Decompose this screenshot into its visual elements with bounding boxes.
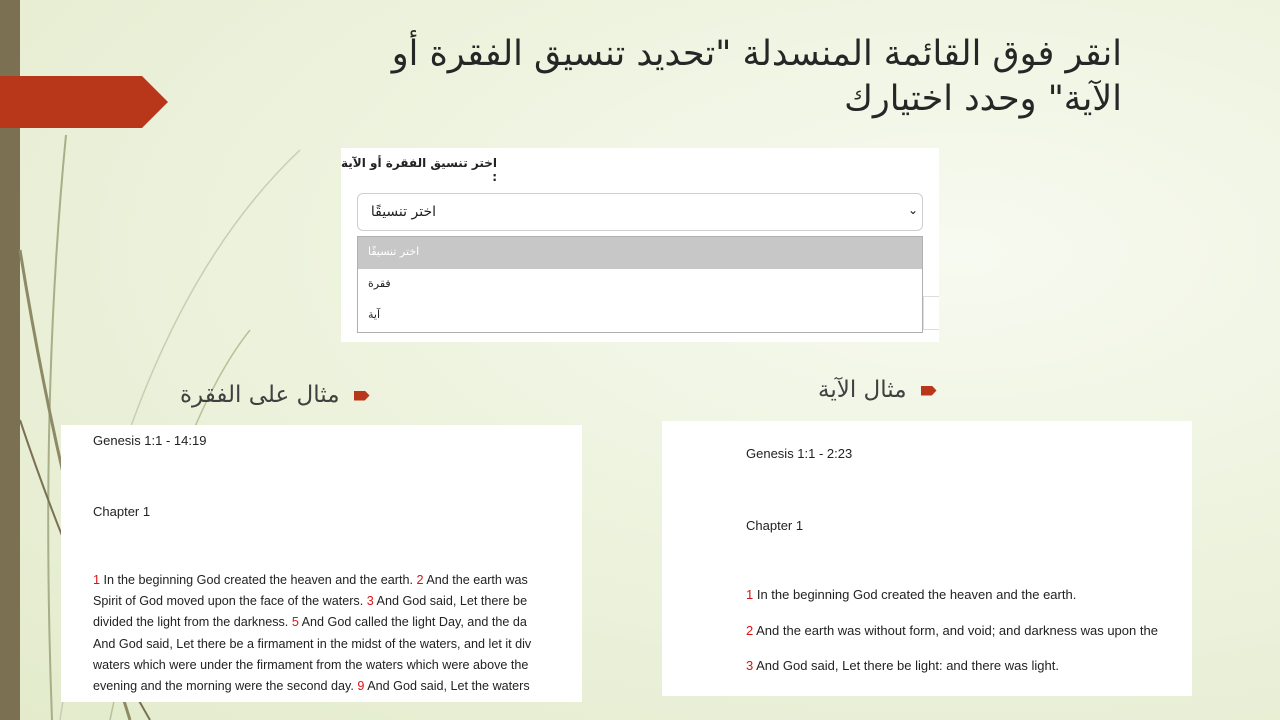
verse-text: In the beginning God created the heaven and the earth. bbox=[100, 573, 417, 587]
chevron-down-icon: ⌄ bbox=[907, 203, 918, 217]
verse-number: 1 bbox=[746, 587, 754, 602]
verse-text: evening and the morning were the second day. bbox=[93, 679, 358, 693]
verse-number: 2 bbox=[746, 622, 754, 638]
chapter-heading: Chapter 1 bbox=[93, 504, 151, 519]
paragraph-line bbox=[93, 658, 528, 672]
format-select-value: اختر تنسيقًا bbox=[370, 204, 436, 220]
format-options-list bbox=[357, 236, 923, 333]
verse-text: And God called the light Day, and the da bbox=[298, 615, 527, 630]
format-option-label: اختر تنسيقًا bbox=[368, 245, 420, 258]
verse-number: 9 bbox=[357, 679, 365, 693]
paragraph-example-screenshot bbox=[61, 425, 582, 702]
paragraph-line bbox=[93, 679, 530, 693]
format-option-choose[interactable] bbox=[358, 237, 922, 269]
verse-text: And God said, Let there be light: and there was light. bbox=[753, 658, 1059, 673]
format-option-label: آية bbox=[368, 308, 381, 321]
format-select[interactable] bbox=[357, 193, 923, 231]
verse-number: 2 bbox=[416, 573, 424, 587]
hidden-field-edge bbox=[923, 296, 939, 330]
bullet-label: مثال الآية bbox=[818, 377, 907, 403]
passage-reference: Genesis 1:1 - 2:23 bbox=[746, 446, 853, 461]
bullet-label: مثال على الفقرة bbox=[180, 382, 340, 408]
verse-text: divided the light from the darkness. bbox=[93, 615, 292, 630]
passage-reference: Genesis 1:1 - 14:19 bbox=[93, 433, 207, 448]
verse-number: 1 bbox=[93, 573, 101, 587]
arrow-bullet-icon bbox=[921, 386, 937, 396]
bullet-paragraph-example bbox=[180, 382, 370, 408]
decorative-title-arrow bbox=[0, 76, 168, 128]
dropdown-screenshot bbox=[341, 148, 939, 342]
bullet-verse-example bbox=[818, 377, 937, 403]
verse-number: 3 bbox=[366, 594, 374, 609]
paragraph-line bbox=[93, 573, 528, 587]
verse-text: And God said, Let the waters bbox=[364, 679, 530, 693]
verse-example-screenshot bbox=[662, 421, 1192, 696]
paragraph-line bbox=[93, 637, 531, 651]
chapter-heading: Chapter 1 bbox=[746, 518, 804, 533]
paragraph-line bbox=[93, 594, 527, 608]
verse-text: And God said, Let there be a firmament in the midst of the waters, and let it div bbox=[93, 636, 532, 651]
verse-text: And the earth was bbox=[423, 573, 528, 587]
verse-line bbox=[746, 587, 1076, 602]
verse-line bbox=[746, 623, 1158, 638]
slide-title bbox=[282, 32, 1122, 122]
verse-text: And God said, Let there be bbox=[373, 594, 528, 609]
verse-line bbox=[746, 658, 1059, 673]
format-option-paragraph[interactable] bbox=[358, 269, 922, 301]
verse-number: 5 bbox=[291, 615, 299, 630]
slide-title-line-1: انقر فوق القائمة المنسدلة "تحديد تنسيق الفقرة أو bbox=[391, 34, 1122, 74]
format-option-verse[interactable] bbox=[358, 300, 922, 332]
verse-number: 3 bbox=[746, 658, 754, 673]
verse-text: waters which were under the firmament from the waters which were above the bbox=[93, 657, 529, 672]
paragraph-line bbox=[93, 615, 527, 629]
arrow-bullet-icon bbox=[354, 391, 370, 401]
verse-text: And the earth was without form, and void; and darkness was upon the bbox=[753, 622, 1158, 638]
format-option-label: فقرة bbox=[368, 277, 391, 290]
format-select-label: اختر تنسيق الفقرة أو الآية : bbox=[340, 156, 497, 184]
verse-text: Spirit of God moved upon the face of the waters. bbox=[93, 594, 367, 609]
verse-text: In the beginning God created the heaven and the earth. bbox=[753, 587, 1077, 602]
slide-title-line-2: الآية" وحدد اختيارك bbox=[844, 79, 1122, 119]
